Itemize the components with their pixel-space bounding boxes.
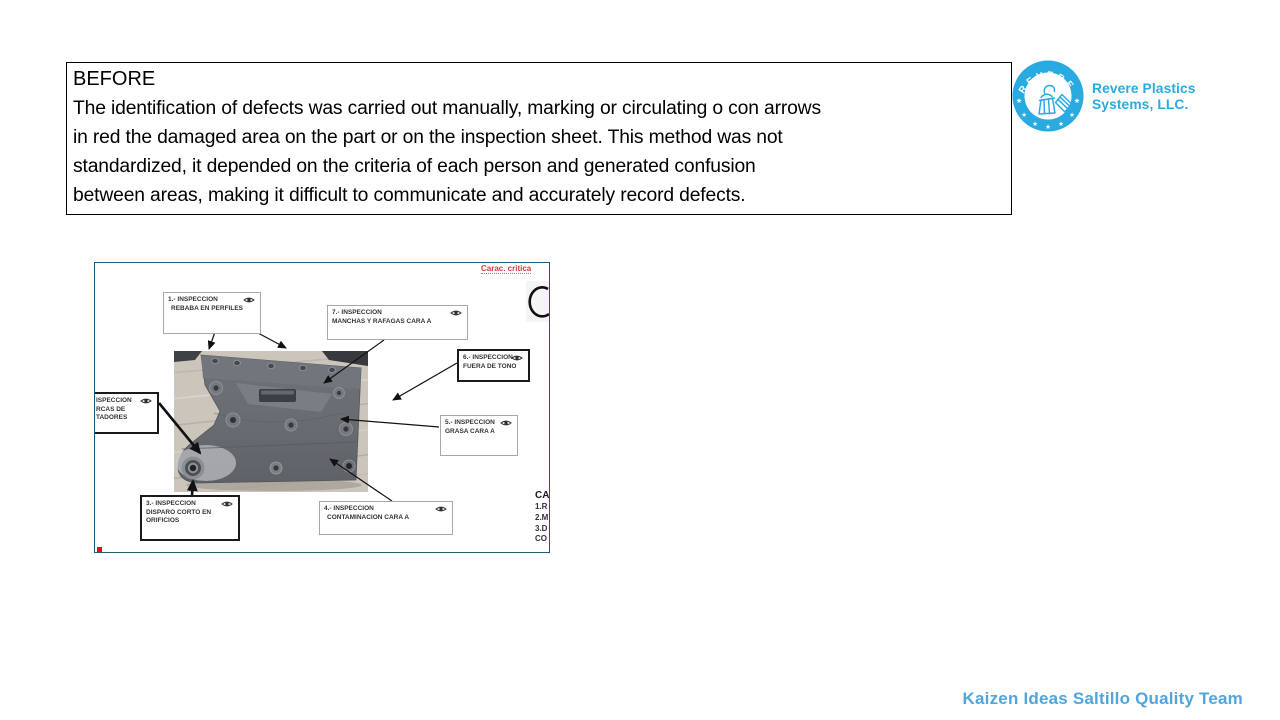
legend-item: CO — [535, 534, 547, 544]
legend-fragment — [535, 489, 549, 545]
svg-text:★: ★ — [1045, 123, 1051, 131]
label-line: FUERA DE TONO — [463, 362, 517, 370]
before-body-line: The identification of defects was carried out manually, marking or circulating o con arrows — [73, 98, 821, 119]
before-body-line: in red the damaged area on the part or on the inspection sheet. This method was not — [73, 127, 783, 148]
eye-icon — [140, 397, 152, 405]
before-text-box — [66, 62, 1012, 215]
inspection-label-2-clipped — [95, 392, 159, 434]
company-name-line2: Systems, LLC. — [1092, 96, 1189, 112]
label-line: 3.- INSPECCION — [146, 500, 196, 507]
company-name-line1: Revere Plastics — [1092, 81, 1196, 96]
before-body-line: standardized, it depended on the criteria of each person and generated confusion — [73, 156, 756, 177]
before-title: BEFORE — [73, 68, 156, 90]
legend-title: CA — [535, 490, 550, 501]
legend-item: 1.R — [535, 502, 548, 511]
svg-text:★: ★ — [1069, 111, 1075, 119]
legend-item: 2.M — [535, 512, 549, 522]
carac-critica-note: Carac. critica — [481, 264, 532, 273]
footer-credit: Kaizen Ideas Saltillo Quality Team — [962, 689, 1243, 708]
partial-c-stamp-icon — [526, 281, 550, 322]
red-marker-dot — [97, 547, 102, 552]
legend-item: 3.D — [535, 523, 548, 533]
eye-icon — [435, 505, 447, 513]
svg-text:★: ★ — [1073, 97, 1081, 105]
label-line: REBABA EN PERFILES — [171, 304, 243, 312]
label-line: TADORES — [96, 414, 128, 422]
eye-icon — [243, 296, 255, 304]
label-line: 5.- INSPECCION — [445, 419, 495, 426]
label-line: CONTAMINACION CARA A — [327, 513, 410, 521]
svg-text:★: ★ — [1015, 97, 1023, 105]
svg-text:★: ★ — [1032, 120, 1038, 128]
badge-word: REVERE — [1016, 69, 1078, 96]
inspection-label-1 — [163, 292, 261, 334]
eye-icon — [500, 419, 512, 427]
label-line: MANCHAS Y RAFAGAS CARA A — [332, 317, 432, 325]
label-line: ORIFICIOS — [146, 517, 180, 525]
eye-icon — [450, 309, 462, 317]
inspection-label-7 — [327, 305, 468, 340]
label-line: ISPECCION — [96, 397, 132, 404]
svg-text:★: ★ — [1058, 120, 1064, 128]
inspection-label-6 — [457, 349, 530, 382]
inspection-sheet-image — [94, 262, 550, 553]
before-body-line: between areas, making it difficult to communicate and accurately record defects. — [73, 185, 746, 206]
label-line: 1.- INSPECCION — [168, 296, 218, 303]
label-line: 7.- INSPECCION — [332, 309, 382, 316]
label-line: GRASA CARA A — [445, 427, 495, 435]
inspection-label-5 — [440, 415, 518, 456]
label-line: DISPARO CORTO EN — [146, 508, 212, 516]
eye-icon — [511, 354, 523, 362]
label-line: 4.- INSPECCION — [324, 505, 374, 512]
inspection-label-3 — [140, 495, 240, 541]
label-line: 6.- INSPECCION — [463, 354, 513, 361]
svg-text:★: ★ — [1021, 111, 1027, 119]
eye-icon — [221, 500, 233, 508]
revere-logo-badge-icon — [1011, 59, 1085, 133]
label-line: RCAS DE — [96, 405, 126, 413]
part-photo — [174, 351, 368, 492]
inspection-label-4 — [319, 501, 453, 535]
company-name — [1092, 81, 1196, 112]
